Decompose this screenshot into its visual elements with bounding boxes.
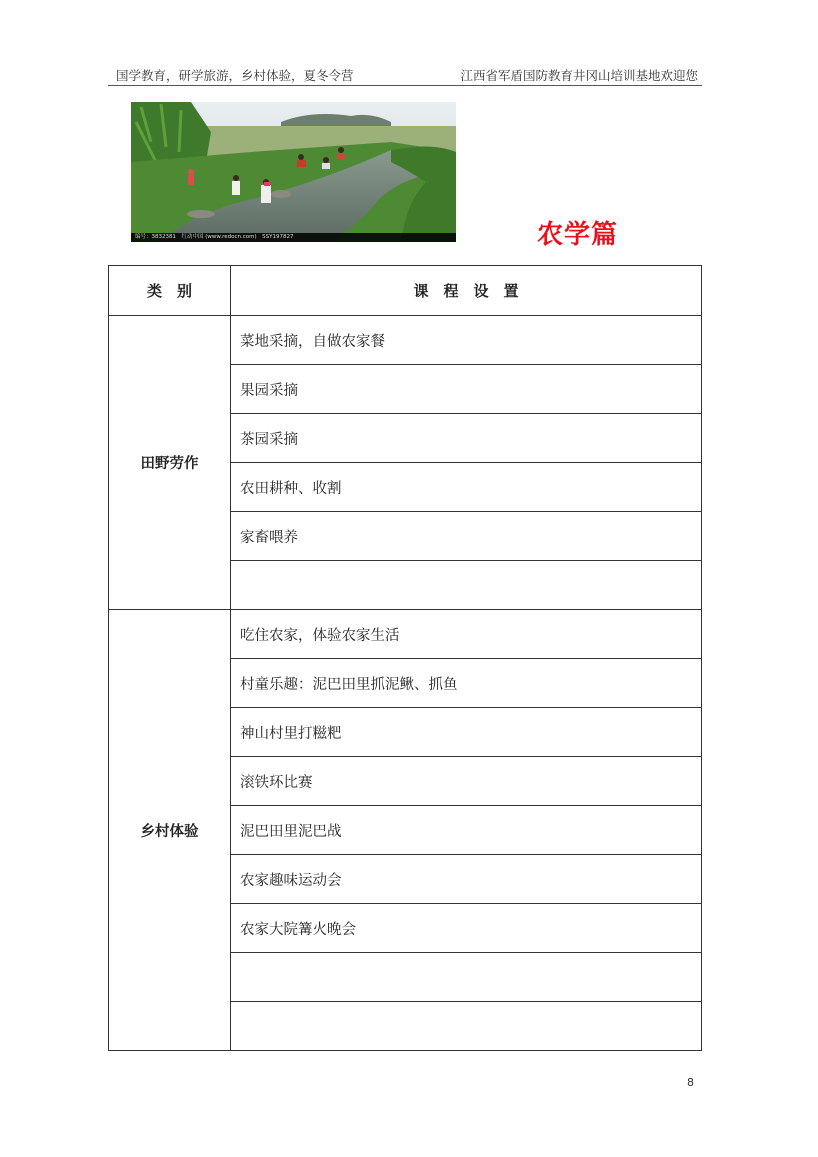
course-item: 农家趣味运动会	[231, 855, 702, 904]
section-title: 农学篇	[537, 220, 619, 250]
rural-stream-photo	[131, 102, 456, 242]
course-item: 茶园采摘	[231, 414, 702, 463]
header-left-text: 国学教育，研学旅游，乡村体验，夏冬令营	[116, 68, 354, 83]
category-rural-experience: 乡村体验	[109, 610, 231, 1051]
photo-watermark-caption: 编号：3832381 红动中国 (www.redocn.com) SSY197827	[131, 233, 456, 242]
course-item: 滚铁环比赛	[231, 757, 702, 806]
header-right-text: 江西省军盾国防教育井冈山培训基地欢迎您	[460, 68, 698, 83]
course-item: 菜地采摘，自做农家餐	[231, 316, 702, 365]
course-item: 吃住农家，体验农家生活	[231, 610, 702, 659]
course-table	[108, 265, 702, 1051]
category-field-labor: 田野劳作	[109, 316, 231, 610]
course-item-empty	[231, 561, 702, 610]
course-item: 神山村里打糍粑	[231, 708, 702, 757]
table-row	[109, 316, 702, 365]
course-item: 家畜喂养	[231, 512, 702, 561]
table-row	[109, 610, 702, 659]
table-header-row	[109, 266, 702, 316]
header-category: 类 别	[109, 266, 231, 316]
course-item: 果园采摘	[231, 365, 702, 414]
header-courses: 课 程 设 置	[231, 266, 702, 316]
course-item-empty	[231, 953, 702, 1002]
header-divider	[108, 85, 702, 86]
course-item: 村童乐趣：泥巴田里抓泥鳅、抓鱼	[231, 659, 702, 708]
page-number: 8	[687, 1076, 694, 1089]
course-item: 农田耕种、收割	[231, 463, 702, 512]
course-item: 农家大院篝火晚会	[231, 904, 702, 953]
course-item-empty	[231, 1002, 702, 1051]
course-item: 泥巴田里泥巴战	[231, 806, 702, 855]
